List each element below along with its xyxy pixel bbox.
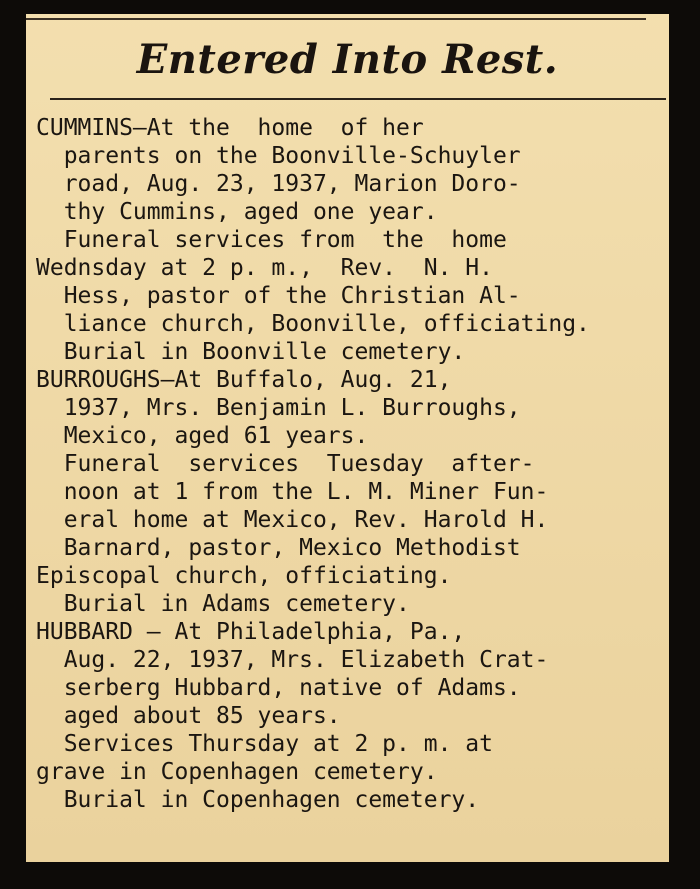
- text-line: BURROUGHS—At Buffalo, Aug. 21,: [36, 367, 452, 393]
- text-line: Burial in Copenhagen cemetery.: [36, 787, 480, 813]
- text-line: liance church, Boonville, officiating.: [36, 311, 590, 337]
- text-line: Wednsday at 2 p. m., Rev. N. H.: [36, 255, 493, 281]
- text-line: thy Cummins, aged one year.: [36, 199, 438, 225]
- text-line: Services Thursday at 2 p. m. at: [36, 731, 493, 757]
- text-line: parents on the Boonville-Schuyler: [36, 143, 521, 169]
- text-line: Aug. 22, 1937, Mrs. Elizabeth Crat-: [36, 647, 549, 673]
- text-line: CUMMINS—At the home of her: [36, 115, 424, 141]
- text-line: eral home at Mexico, Rev. Harold H.: [36, 507, 549, 533]
- text-line: Funeral services from the home: [36, 227, 507, 253]
- text-line: road, Aug. 23, 1937, Marion Doro-: [36, 171, 521, 197]
- obituary-heading: Entered Into Rest.: [136, 36, 559, 83]
- text-line: Funeral services Tuesday after-: [36, 451, 535, 477]
- text-line: serberg Hubbard, native of Adams.: [36, 675, 521, 701]
- top-rule: [26, 18, 646, 20]
- text-line: Burial in Boonville cemetery.: [36, 339, 466, 365]
- text-line: grave in Copenhagen cemetery.: [36, 759, 438, 785]
- text-line: Mexico, aged 61 years.: [36, 423, 369, 449]
- text-line: 1937, Mrs. Benjamin L. Burroughs,: [36, 395, 521, 421]
- newspaper-clipping: [26, 14, 669, 862]
- text-line: Burial in Adams cemetery.: [36, 591, 410, 617]
- text-line: HUBBARD — At Philadelphia, Pa.,: [36, 619, 466, 645]
- text-line: Episcopal church, officiating.: [36, 563, 452, 589]
- text-line: Hess, pastor of the Christian Al-: [36, 283, 521, 309]
- text-line: noon at 1 from the L. M. Miner Fun-: [36, 479, 549, 505]
- text-line: Barnard, pastor, Mexico Methodist: [36, 535, 521, 561]
- text-line: aged about 85 years.: [36, 703, 341, 729]
- heading-rule: [50, 98, 666, 100]
- obituary-body: [36, 114, 656, 814]
